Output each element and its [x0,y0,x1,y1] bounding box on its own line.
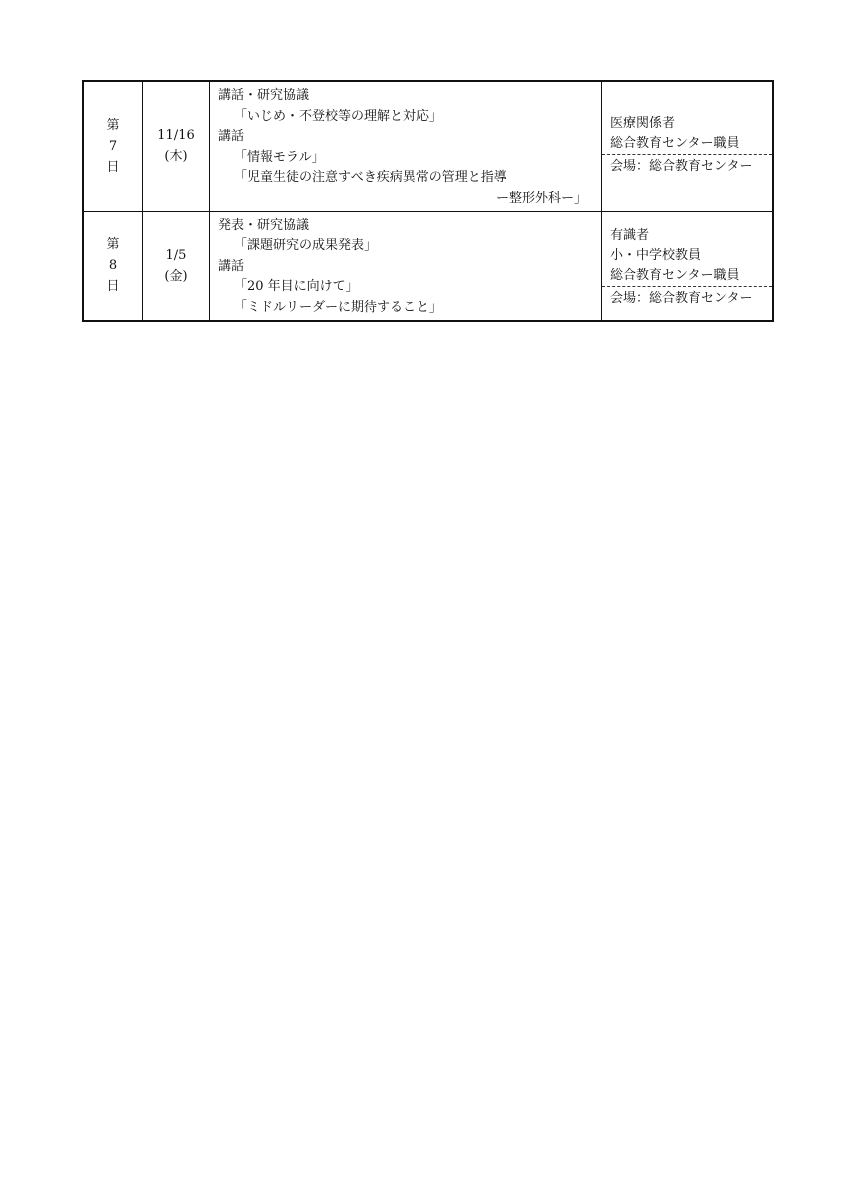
day-cell [83,81,143,211]
date-cell [143,211,210,321]
venue-label: 会場：総合教育センター [602,286,772,311]
session-topic: 「ミドルリーダーに期待すること」 [234,299,443,315]
instructor: 医療関係者 [610,115,676,131]
weekday-value: (木) [164,149,188,165]
session-topic: 「児童生徒の注意すべき疾病異常の管理と指導 [234,170,507,185]
instructor: 総合教育センター職員 [610,135,740,151]
staff-cell [602,81,774,211]
day-label: 第 [106,117,120,133]
day-number: 7 [108,138,118,154]
session-heading: 講話・研究協議 [218,88,310,103]
content-cell [210,81,602,211]
session-heading: 講話 [218,258,245,274]
day-label: 日 [106,279,120,295]
instructor: 小・中学校教員 [610,247,702,263]
instructor: 総合教育センター職員 [610,267,740,283]
day-cell [83,211,143,321]
table-row [83,211,773,321]
instructor: 有識者 [610,227,650,243]
weekday-value: (金) [164,268,188,284]
date-value: 11/16 [157,128,195,144]
session-topic: 「いじめ・不登校等の理解と対応」 [234,108,443,124]
day-label: 第 [106,237,120,253]
session-heading: 講話 [218,129,245,144]
venue-label: 会場：総合教育センター [602,154,772,179]
content-cell [210,211,602,321]
session-topic-continuation: ー整形外科ー」 [495,190,587,206]
date-value: 1/5 [165,247,187,263]
day-number: 8 [108,258,118,274]
training-schedule-table [82,80,774,322]
table-row [83,81,773,211]
staff-cell [602,211,774,321]
session-topic: 「課題研究の成果発表」 [234,238,378,253]
day-label: 日 [106,159,120,175]
session-heading: 発表・研究協議 [218,217,310,233]
session-topic: 「20 年目に向けて」 [234,279,359,294]
date-cell [143,81,210,211]
session-topic: 「情報モラル」 [234,149,325,165]
